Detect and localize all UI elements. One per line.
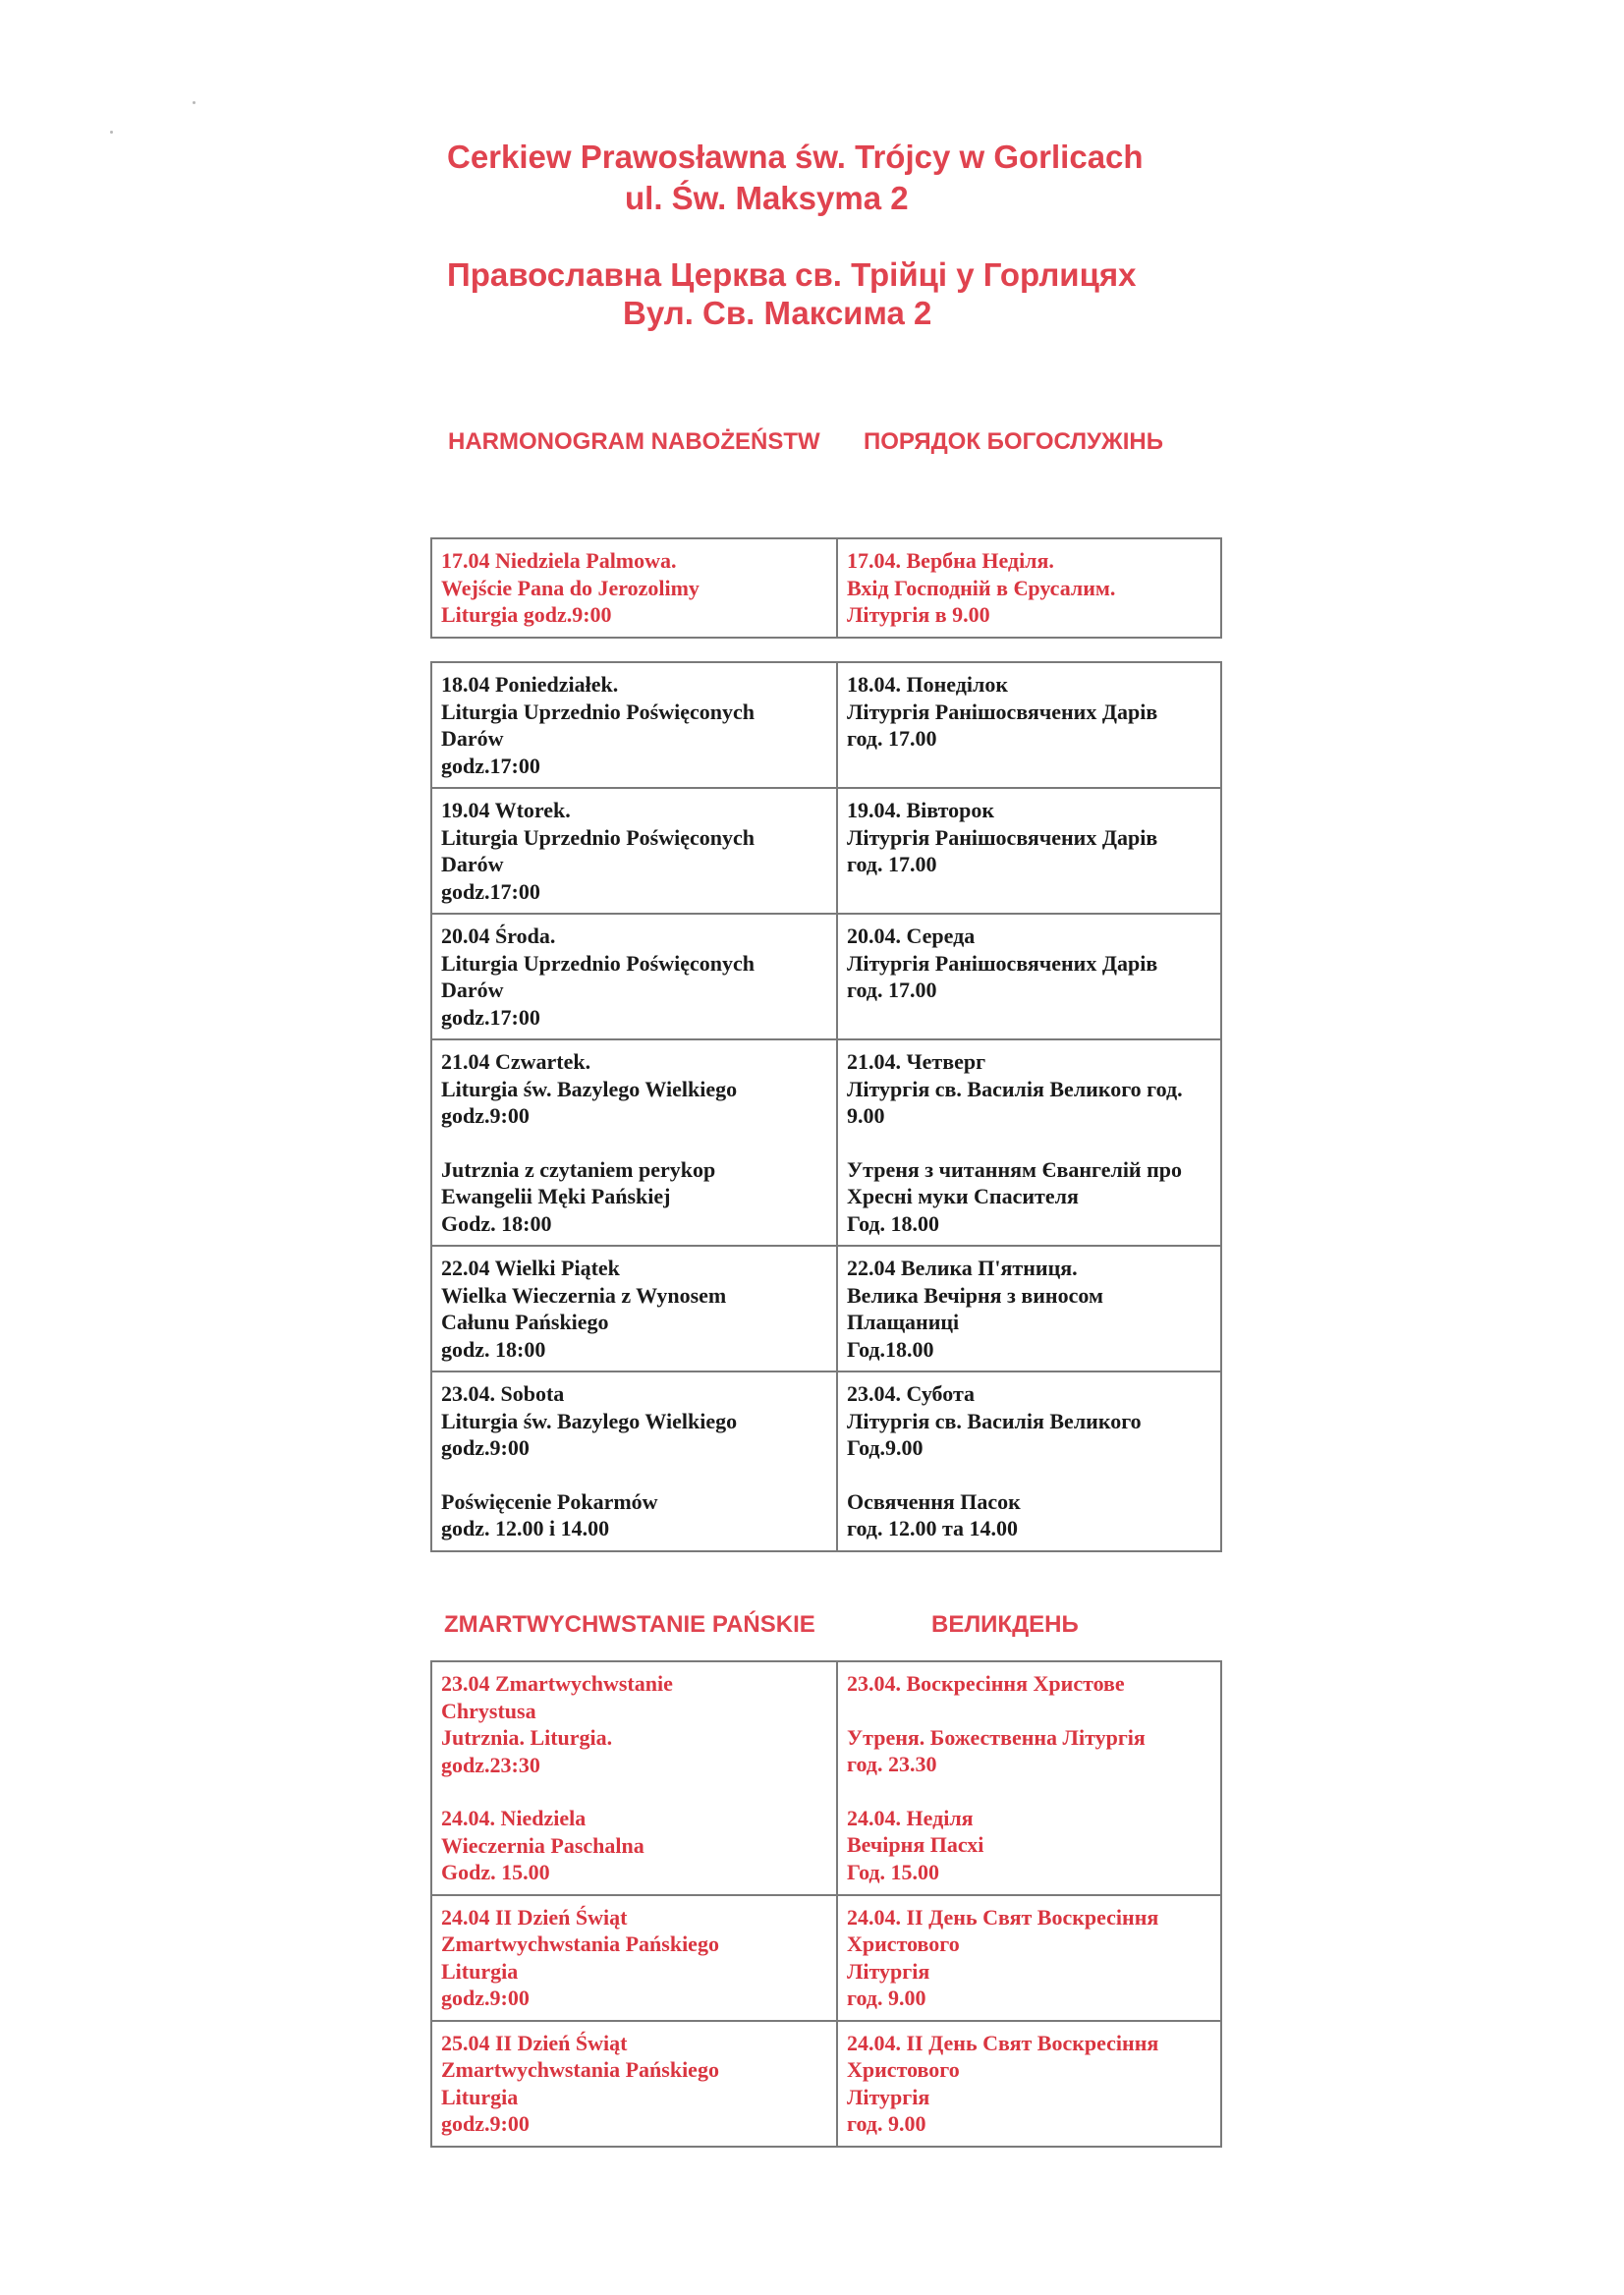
- ukrainian-cell: [837, 538, 1221, 638]
- cell-line: Літургія св. Василія Великого год.: [847, 1076, 1183, 1101]
- polish-cell: [431, 788, 837, 914]
- cell-line: Liturgia: [441, 1958, 519, 1984]
- ukrainian-cell: [837, 1661, 1221, 1895]
- cell-line: godz.17:00: [441, 753, 540, 778]
- cell-line: Wieczernia Paschalna: [441, 1832, 644, 1858]
- polish-cell: [431, 1895, 837, 2021]
- schedule-row: [431, 1039, 1221, 1246]
- ukrainian-cell: [837, 1895, 1221, 2021]
- cell-line: год. 9.00: [847, 2111, 926, 2136]
- cell-line: Велика Вечірня з виносом: [847, 1282, 1103, 1308]
- cell-line: 9.00: [847, 1103, 885, 1128]
- cell-line: Liturgia Uprzednio Poświęconych: [441, 950, 755, 976]
- polish-cell: [431, 1039, 837, 1246]
- church-address-ukrainian: Вул. Св. Максима 2: [623, 295, 932, 331]
- polish-cell: [431, 914, 837, 1039]
- cell-line: godz.23:30: [441, 1752, 540, 1777]
- cell-line: Літургія в 9.00: [847, 602, 990, 627]
- schedule-heading-ukrainian: ПОРЯДОК БОГОСЛУЖІНЬ: [864, 428, 1163, 455]
- cell-line: Jutrznia z czytaniem perykop: [441, 1156, 716, 1182]
- schedule-row: [431, 788, 1221, 914]
- ukrainian-cell: [837, 1246, 1221, 1371]
- cell-line: godz. 12.00 i 14.00: [441, 1516, 610, 1540]
- cell-line: 20.04 Środa.: [441, 924, 556, 948]
- holy-week-table: [430, 661, 1222, 1552]
- blank-line: [847, 1698, 1211, 1724]
- cell-line: godz.17:00: [441, 1004, 540, 1030]
- cell-line: 24.04 II Dzień Świąt: [441, 1904, 628, 1930]
- cell-line: год. 23.30: [847, 1752, 937, 1776]
- cell-line: Godz. 15.00: [441, 1860, 550, 1884]
- cell-line: Darów: [441, 726, 504, 751]
- palm-sunday-table: [430, 537, 1222, 639]
- cell-line: Вечірня Пасхі: [847, 1832, 984, 1857]
- blank-line: [847, 1778, 1211, 1805]
- church-title-polish: Cerkiew Prawosławna św. Trójcy w Gorlicach: [447, 139, 1144, 175]
- cell-line: Вхід Господній в Єрусалим.: [847, 575, 1116, 600]
- cell-line: Ewangelii Męki Pańskiej: [441, 1184, 671, 1208]
- church-address-polish: ul. Św. Maksyma 2: [625, 180, 909, 216]
- cell-line: Літургія: [847, 1958, 930, 1984]
- schedule-row: [431, 2021, 1221, 2147]
- cell-line: Христового: [847, 2057, 960, 2082]
- cell-line: год. 17.00: [847, 726, 937, 751]
- schedule-row: [431, 1661, 1221, 1895]
- schedule-row: [431, 1895, 1221, 2021]
- schedule-row: [431, 1371, 1221, 1551]
- cell-line: год. 9.00: [847, 1986, 926, 2010]
- scan-speck: [110, 131, 113, 134]
- cell-line: Год. 18.00: [847, 1210, 940, 1236]
- cell-line: Chrystusa: [441, 1698, 536, 1723]
- schedule-row: [431, 914, 1221, 1039]
- cell-line: godz.9:00: [441, 1986, 530, 2010]
- cell-line: godz. 18:00: [441, 1336, 546, 1362]
- cell-line: Darów: [441, 852, 504, 876]
- polish-cell: [431, 538, 837, 638]
- cell-line: Літургія Ранішосвячених Дарів: [847, 950, 1158, 976]
- cell-line: 23.04. Sobota: [441, 1381, 565, 1406]
- ukrainian-cell: [837, 788, 1221, 914]
- cell-line: год. 17.00: [847, 978, 937, 1002]
- cell-line: 18.04 Poniedziałek.: [441, 672, 619, 697]
- easter-heading-ukrainian: ВЕЛИКДЕНЬ: [931, 1611, 1079, 1638]
- cell-line: Утреня з читанням Євангелій про: [847, 1156, 1183, 1182]
- scan-speck: [193, 101, 196, 104]
- easter-heading-polish: ZMARTWYCHWSTANIE PAŃSKIE: [444, 1611, 815, 1638]
- cell-line: 19.04. Вівторок: [847, 798, 995, 822]
- cell-line: Poświęcenie Pokarmów: [441, 1488, 658, 1514]
- schedule-row: [431, 538, 1221, 638]
- cell-line: год. 12.00 та 14.00: [847, 1516, 1019, 1540]
- blank-line: [441, 1778, 827, 1805]
- ukrainian-cell: [837, 1039, 1221, 1246]
- cell-line: 20.04. Середа: [847, 924, 976, 948]
- cell-line: Освячення Пасок: [847, 1488, 1021, 1514]
- cell-line: Zmartwychwstania Pańskiego: [441, 2057, 719, 2082]
- cell-line: godz.9:00: [441, 2111, 530, 2136]
- cell-line: Літургія св. Василія Великого: [847, 1408, 1142, 1433]
- cell-line: Liturgia: [441, 2084, 519, 2109]
- polish-cell: [431, 1661, 837, 1895]
- schedule-row: [431, 1246, 1221, 1371]
- cell-line: godz.9:00: [441, 1435, 530, 1460]
- cell-line: 23.04 Zmartwychwstanie: [441, 1671, 673, 1696]
- blank-line: [847, 1462, 1211, 1488]
- cell-line: Całunu Pańskiego: [441, 1310, 609, 1334]
- cell-line: Liturgia św. Bazylego Wielkiego: [441, 1076, 738, 1101]
- polish-cell: [431, 662, 837, 788]
- cell-line: Darów: [441, 978, 504, 1002]
- cell-line: 24.04. Niedziela: [441, 1806, 587, 1830]
- cell-line: Літургія Ранішосвячених Дарів: [847, 699, 1158, 724]
- cell-line: Liturgia Uprzednio Poświęconych: [441, 699, 755, 724]
- cell-line: Zmartwychwstania Pańskiego: [441, 1931, 719, 1956]
- cell-line: Godz. 18:00: [441, 1210, 552, 1236]
- cell-line: 24.04. II День Свят Воскресіння: [847, 1904, 1159, 1930]
- cell-line: 17.04. Вербна Неділя.: [847, 548, 1054, 573]
- church-title-ukrainian: Православна Церква св. Трійці у Горлицях: [447, 256, 1137, 293]
- cell-line: Liturgia godz.9:00: [441, 602, 612, 627]
- blank-line: [441, 1130, 827, 1156]
- cell-line: Христового: [847, 1931, 960, 1956]
- cell-line: 23.04. Воскресіння Христове: [847, 1671, 1125, 1696]
- ukrainian-cell: [837, 2021, 1221, 2147]
- cell-line: Год.9.00: [847, 1435, 924, 1460]
- cell-line: godz.9:00: [441, 1103, 530, 1128]
- cell-line: 23.04. Субота: [847, 1381, 976, 1406]
- cell-line: 21.04. Четверг: [847, 1049, 986, 1074]
- cell-line: Liturgia Uprzednio Poświęconych: [441, 824, 755, 850]
- ukrainian-cell: [837, 662, 1221, 788]
- cell-line: Jutrznia. Liturgia.: [441, 1725, 613, 1750]
- cell-line: Хресні муки Спасителя: [847, 1184, 1079, 1208]
- cell-line: 22.04 Wielki Piątek: [441, 1256, 620, 1280]
- cell-line: Плащаниці: [847, 1310, 960, 1334]
- cell-line: Год. 15.00: [847, 1859, 940, 1884]
- ukrainian-cell: [837, 1371, 1221, 1551]
- polish-cell: [431, 2021, 837, 2147]
- cell-line: Літургія: [847, 2084, 930, 2109]
- cell-line: 24.04. II День Свят Воскресіння: [847, 2030, 1159, 2055]
- cell-line: 17.04 Niedziela Palmowa.: [441, 548, 677, 573]
- cell-line: Wielka Wieczernia z Wynosem: [441, 1282, 727, 1308]
- cell-line: Літургія Ранішосвячених Дарів: [847, 824, 1158, 850]
- polish-cell: [431, 1246, 837, 1371]
- cell-line: 18.04. Понеділок: [847, 672, 1009, 697]
- blank-line: [847, 1130, 1211, 1156]
- cell-line: Wejście Pana do Jerozolimy: [441, 575, 700, 600]
- cell-line: 24.04. Неділя: [847, 1805, 974, 1830]
- blank-line: [441, 1462, 827, 1488]
- cell-line: Утреня. Божественна Літургія: [847, 1724, 1146, 1750]
- cell-line: 21.04 Czwartek.: [441, 1049, 591, 1074]
- schedule-heading-polish: HARMONOGRAM NABOŻEŃSTW: [448, 428, 820, 455]
- cell-line: godz.17:00: [441, 878, 540, 904]
- cell-line: 22.04 Велика П'ятниця.: [847, 1256, 1078, 1280]
- cell-line: 25.04 II Dzień Świąt: [441, 2030, 628, 2055]
- polish-cell: [431, 1371, 837, 1551]
- schedule-row: [431, 662, 1221, 788]
- cell-line: Год.18.00: [847, 1336, 934, 1362]
- ukrainian-cell: [837, 914, 1221, 1039]
- cell-line: год. 17.00: [847, 852, 937, 876]
- cell-line: Liturgia św. Bazylego Wielkiego: [441, 1408, 738, 1433]
- easter-table: [430, 1660, 1222, 2148]
- cell-line: 19.04 Wtorek.: [441, 798, 571, 822]
